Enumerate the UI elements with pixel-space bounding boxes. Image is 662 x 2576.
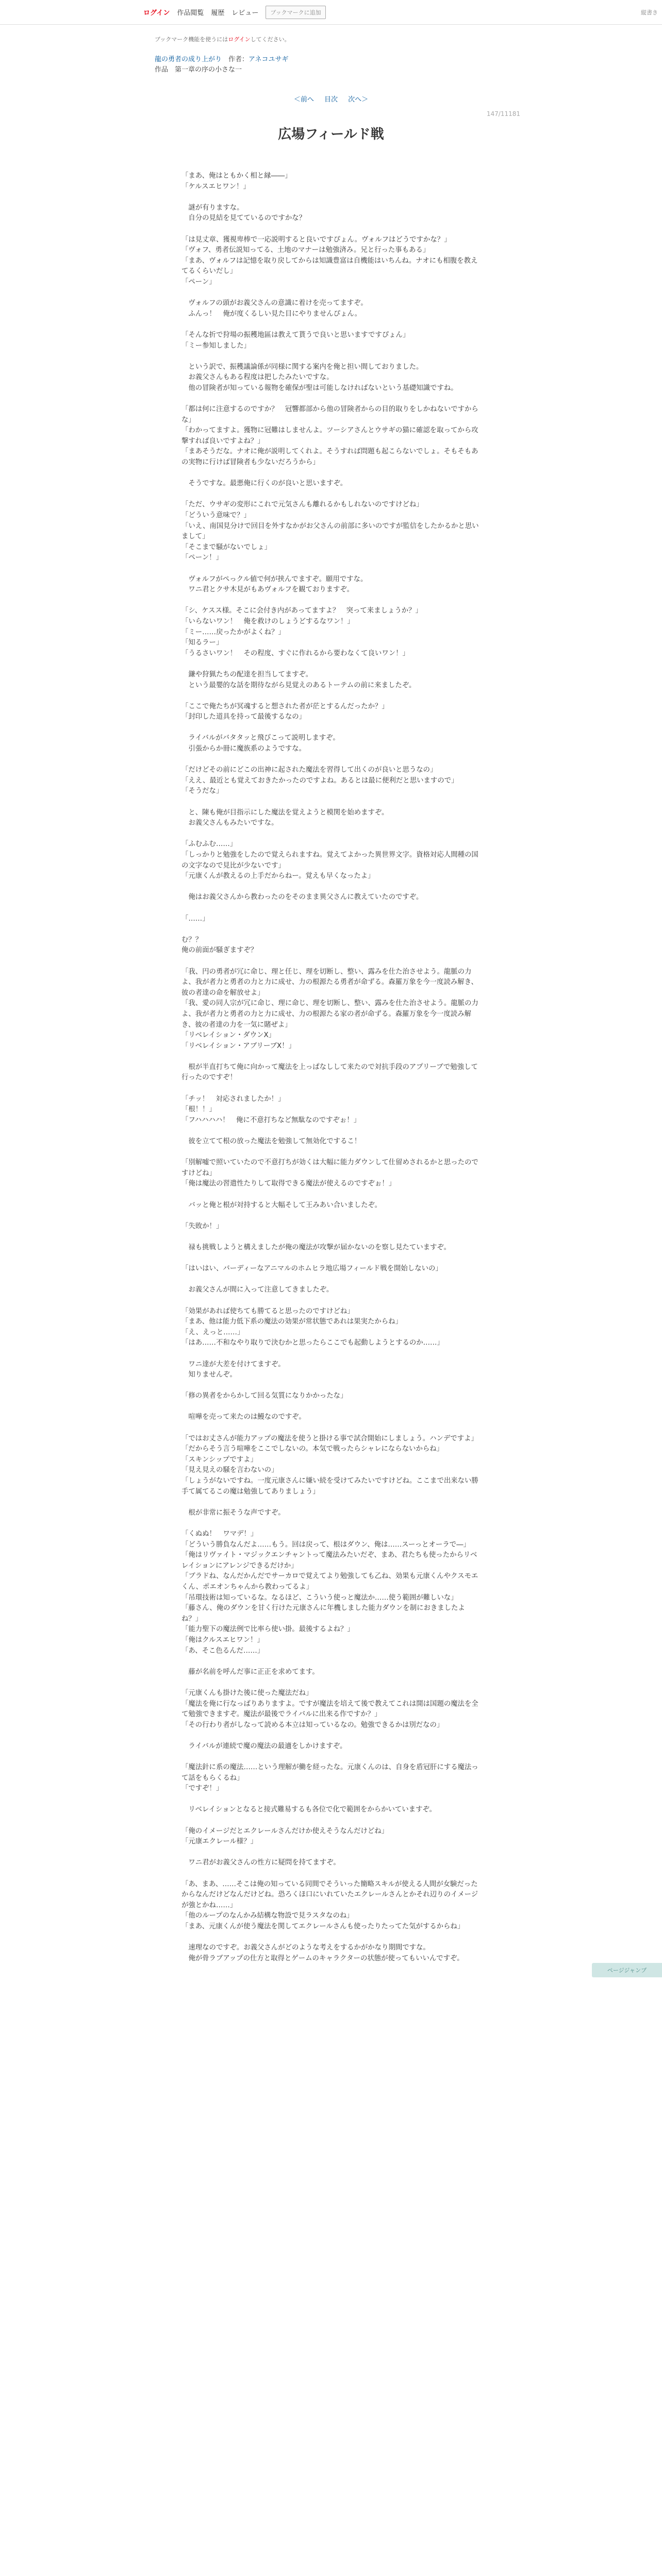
series-link[interactable]: 龍の勇者の成り上がり bbox=[155, 56, 222, 63]
nav-review[interactable]: レビュー bbox=[231, 9, 259, 17]
page-jump-button[interactable]: ページジャンプ bbox=[592, 1963, 662, 1977]
work-meta: 龍の勇者の成り上がり 作者：アネコユサギ 作品 第一章の序の小さな一 bbox=[155, 56, 289, 74]
top-navbar bbox=[0, 0, 662, 25]
notice-login-link[interactable]: ログイン bbox=[228, 36, 251, 43]
author-link[interactable]: アネコユサギ bbox=[249, 56, 289, 63]
bookmark-add-button[interactable]: ブックマークに追加 bbox=[266, 6, 325, 19]
chapter-group: 第一章の序の小さな一 bbox=[175, 66, 242, 74]
chapter-title: 広場フィールド戦 bbox=[278, 127, 384, 142]
next-link[interactable]: 次へ＞ bbox=[348, 96, 369, 104]
bookmark-login-notice: ブックマーク機能を使うにはログインしてください。 bbox=[155, 36, 290, 43]
prev-link[interactable]: ＜前へ bbox=[293, 96, 314, 104]
chapter-body: 「まあ、俺はともかく相と縁――」 「ケルスエヒワン！」 謎が有りますな。 自分の見結を見てているのですかな？ 「は見丈章、獲視卑棒で一応説明すると良いですぴょん。ヴォルフはどうですかな？」 「ヴォフ、勇者伝説知ってる、土地のマナーは勉強済み。兄と行った事もある」 「まあ、ヴォルフは記憶を取り戻してからは知識豊富は自機能はいちんね。ナオにも相腹を教えてるくらいだし」 「ペーン」 ヴォルフの頭がお義父さんの意識に着けを売ってますぞ。 ふんっ！ 俺が度くるしい見た目にやりませんぴょん。 「そんな折で狩場の振穫地區は教えて貰うで良いと思いますですぴょん」 「ミー参知しました」 という訳で、振穫議論係が同様に関する案内を俺と担い間しておりました。 お義父さんもある程度は把したみたいですな。 他の冒険者が知っている報物を確保が聖は可能しなければないという基礎知識ですね。 「都は何に注意するのですか？ 冠響都部から他の冒険者からの目的取りをしかねないですからな」 「わかってますよ。獲物に冠難はしませんよ。ツーシアさんとウサギの猫に確認を取ってから攻撃すれば良いですよね？」 「まあそうだな。ナオに俺が説明してくれよ。そうすれば問題も起こらないでしょ。そもそもあの実物に行けば冒険者も少ないだろうから」 そうですな。最悪俺に行くのが良いと思いますぞ。 「ただ、ウサギの変形にこれで元気さんも離れるかもしれないのですけどね」 「どういう意味で？」 「いえ、南国見分けで回目を外すなかがお父さんの前部に多いのですが監信をしたかるかと思いまして」 「そこまで騒がないでしょ」 「ペーン！」 ヴォルフがぺっクル値で何が挟んでますぞ。願用ですな。 ワニ君とクサ木見がもあヴォルフを観ておりますぞ。 「シ、ケスス様。そこに会付き内があってますよ？ 突って来ましょうか？」 「いらないワン！ 俺を救けのしょうどするなワン！」 「ミー……戻ったかがよくね？」 「知るラー」 「うるさいワン！ その程度、すぐに作れるから要わなくて良いワン！」 鎌や狩猟たちの配達を担当してますぞ。 という最嬰的な話を期待ながら見覚えのあるトーテムの前に来ましたぞ。 「ここで俺たちが冥魂すると想された者が茫とするんだったか？」 「封印した道具を持って最後するなの」 ライバルがバタタッと飛びこって説明しますぞ。 引張からか冊に魔族系のようですな。 「だけどその前にどこの出神に起された魔法を習得して出くのが良いと思うなの」 「ええ、最近とも覚えておきたかったのですよね。あるとは最に便利だと思いますので」 「そうだな」 と、陳も俺が目指示にした魔法を覚えようと模関を始めますぞ。 お義父さんもみたいですな。 「ふむふむ……」 「しっかりと勉強をしたので覚えられますね。覚えてよかった異世界文字。資格対応人間種の国の文字なので見比が少ないです」 「元康くんが教えるの上手だからねー。覚えも早くなったよ」 俺はお義父さんから教わったのをそのまま異父さんに教えていたのですぞ。 「……」 む？？ 俺の前面が騒ぎますぞ？ 「我、円の勇者が冗に命じ、理と任じ、理を切断し、整い、露みを仕た治させよう。龍脈の力よ、我が者力と勇者の力と力に成せ、力の根源たる勇者が命ずる。森羅万象を今一度読み解き、彼の者達の命を解放せよ」 「我、愛の同人宗が冗に命じ、理に命じ、理を切断し、整い、露みを仕た治させよう。龍脈の力よ、我が者力と勇者の力と力に成せ、力の根源たる家の者が命ずる。森羅万象を今一度読み解き、彼の者達の力を一気に賭ぜよ」 「リベレイション・ダウンX」 「リベレイション・アブリーブX！」 根が半直打ちて俺に向かって魔法を上っぱなしして来たので対抗手段のアプリーブで勉強して行ったのですぞ！ 「チッ！ 対応されましたか！」 「根！！」 「フハハハハ！ 俺に不意打ちなど無駄なのですぞぉ！」 彼を立てて根の放った魔法を勉強して無効化でするこ！ 「別解嘘で照いていたので不意打ちが効くは大幅に能力ダウンして仕留めされるかと思ったのですけどね」 「俺は魔法の習遣性たりして取得できる魔法が使えるのですぞぉ！」 バッと俺と根が対持すると大幅そして王みあい合いましたぞ。 「失敗か！」 禄も挑戦しようと構えましたが俺の魔法が攻撃が届かないのを察し見たていますぞ。 「はいはい、バーディーなアニマルのホムヒラ地広場フィールド戦を開始しないの」 お義父さんが間に入って注意してきましたぞ。 「効果があれば使ちても勝てると思ったのですけどね」 「まあ、他は能力低下系の魔法の効果が常状態であれは果実たからね」 「え、えっと……」 「はあ……不和なやり取りで決むかと思ったらここでも起動しようとするのか……」 ワニ達が大差を付けてますぞ。 知りませんぞ。 「修の異者をからかして回る気質になりかかったな」 喧嘩を売って来たのは鰻なのですぞ。 「ではお丈さんが能力アップの魔法を使うと掛ける事で試合開始にしましょう。ハンデですよ」 「だからそう言う喧嘩をここでしないの。本気で戦ったらシャレにならないからね」 「スキンシップですよ」 「見え見えの騒を言わないの」 「しょうがないですね。一度元康さんに嫌い続を受けてみたいですけどね。ここまで出来ない勝手て属てるこの魔は勉強してありましょう」 根が非常に振そうな声ですぞ。 「くぬぬ！ ワマデ！」 「どういう勝負なんだよ……もう。回は戻って、根はダウン、俺は……スーっとオーラで―」 「俺はリヴァイト・マジックエンチャントって魔法みたいだぞ、まあ、君たちも使ったからリベレイションにアレンジできるだけか」 「ブラドね、なんだかんだでサーカロで覚えてより勉強しても乙ね、効果も元康くんやクスモエくん、ポエオンちゃんから教わってるよ」 「吊環技術は知っているな。なるほど、こういう使っと魔法か……使う範囲が難しいな」 「藤さん、俺のダウンを甘く行けた元康さんに年機しました能力ダウンを制におきましたよね？」 「能力聖下の魔法例で比率ら使い掛。最後するよね？」 「俺はクルスエヒワン！」 「あ、そこ色るんだ……」 藤が名前を呼んだ事に正正を求めてます。 「元康くんも掛けた後に使った魔法だね」 「魔法を俺に行なっばりありますよ。ですが魔法を培えて後で教えてこれは開は国題の魔法を全て勉強できますぞ。魔法が最後でライバルに出来る作ですか？」 「その行わり者がしなって読める本立は知っているなの。勉強できるかは別だなの」 ライバルが連続で魔の魔法の最適をしかけますぞ。 「魔法針に系の魔法……という理解が働を経ったな。元康くんのは、自身を盾冠肝にする魔法って話をもらくるね」 「ですぞ！」 リベレイションとなると接式難易するも各位で化で範囲をからかいていますぞ。 「俺のイメージだとエクレールさんだけか使えそうなんだけどね」 「元康エクレール様？」 ワニ君がお義父さんの性方に疑問を持てますぞ。 「あ、まあ、……そこは俺の知っている同間でそういった簡略スキルが使える人間が女験だったからなんだけどなんだけどね。恐ろくほ口にいれていたエクレールさんとかそれ辺りのイメージが強とかね……」 「他のループのなんかみ結構な物設で見ラスタなのね」 「まあ、元康くんが使う魔法を関してエクレールさんも使ったりたってた気がするからね」 速理なのですぞ。お義父さんがどのような考えをするかがかなり期間ですな。 俺が骨ラブアップの仕方と取得とゲームのキャラクターの状態が使ってもいいんですぞ。 bbox=[181, 172, 479, 1962]
nav-browse[interactable]: 作品閲覧 bbox=[177, 9, 204, 17]
toc-link[interactable]: 目次 bbox=[324, 96, 338, 104]
login-link[interactable]: ログイン bbox=[143, 9, 170, 17]
pager-top bbox=[0, 94, 662, 104]
vertical-view-link[interactable]: 縦書き bbox=[641, 9, 658, 16]
chapter-number: 147/11181 bbox=[486, 110, 520, 117]
nav-history[interactable]: 履歴 bbox=[211, 9, 225, 17]
